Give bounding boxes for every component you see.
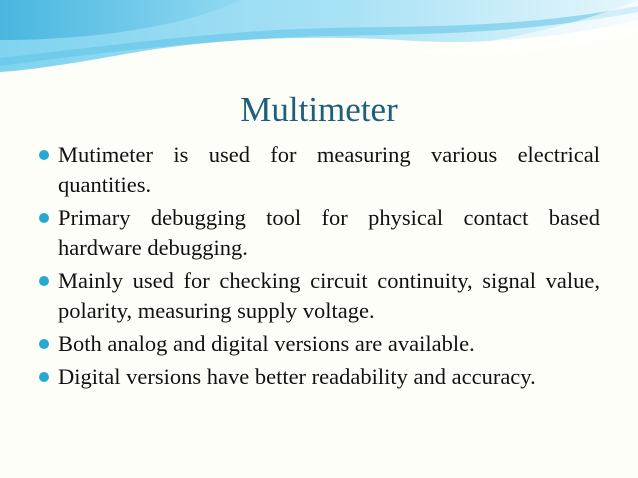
list-item	[38, 362, 600, 392]
bullet-icon	[39, 150, 49, 160]
bullet-list	[38, 140, 600, 395]
list-item	[38, 266, 600, 326]
bullet-text: Mutimeter is used for measuring various electrical quantities.	[58, 142, 600, 197]
bullet-icon	[39, 276, 49, 286]
bullet-icon	[39, 339, 49, 349]
bullet-icon	[39, 213, 49, 223]
slide-title: Multimeter	[240, 90, 398, 129]
list-item	[38, 140, 600, 200]
bullet-text: Both analog and digital versions are available.	[58, 331, 475, 356]
list-item	[38, 203, 600, 263]
bullet-text: Primary debugging tool for physical contact based hardware debugging.	[58, 205, 600, 260]
bullet-icon	[39, 372, 49, 382]
list-item	[38, 329, 600, 359]
bullet-text: Mainly used for checking circuit continuity, signal value, polarity, measuring supply voltage.	[58, 268, 600, 323]
bullet-text: Digital versions have better readability and accuracy.	[58, 364, 536, 389]
